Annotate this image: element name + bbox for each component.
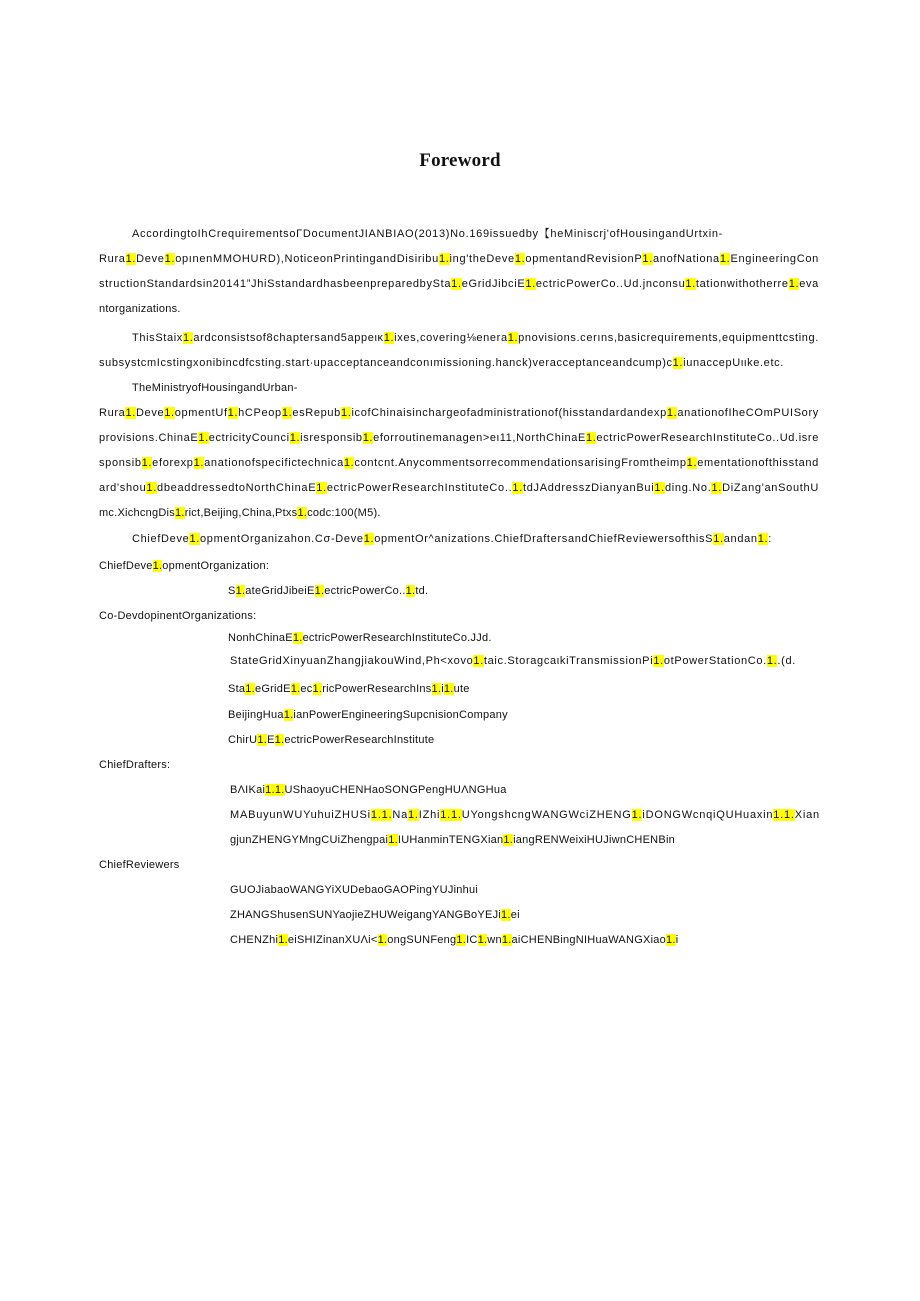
text-run: ongSUNFeng [387, 934, 457, 946]
text-run: .(d. [777, 655, 796, 667]
highlight-marker: 1. [152, 560, 163, 572]
foreword-line [99, 355, 784, 371]
highlight-marker: 1. [312, 683, 323, 695]
highlight-marker: 1. [766, 655, 778, 667]
page-title: Foreword [419, 150, 501, 171]
text-run: ing'theDeve [449, 253, 515, 265]
text-run: eGridE [254, 683, 291, 695]
foreword-line [99, 405, 819, 421]
highlight-marker: 1. [514, 253, 526, 265]
highlight-marker: 1. [784, 809, 795, 821]
text-run: pnovisions.cerıns,basicrequirements,equipmenttcsting. [518, 332, 819, 344]
text-run: BeijingHua [228, 709, 284, 721]
highlight-marker: 1. [377, 934, 388, 946]
highlight-marker: 1. [146, 482, 157, 494]
highlight-marker: 1. [501, 909, 511, 921]
text-run: ectricPowerResearchInstituteCo..Ud.isre [596, 432, 819, 444]
text-run: AccordingtoIhCrequirementsoΓDocumentJIANBIAO(2013)No.169issuedby【heMiniscrj'ofHousingandUrtxin- [132, 228, 723, 240]
foreword-line [99, 608, 256, 624]
text-run: Sta [228, 683, 246, 695]
text-run: opmentandRevisionP [525, 253, 643, 265]
foreword-line [132, 226, 723, 242]
text-run: Xian [794, 809, 820, 821]
highlight-marker: 1. [274, 784, 285, 796]
text-run: CHENZhi [230, 934, 279, 946]
text-run: Rura [99, 407, 126, 419]
highlight-marker: 1. [182, 332, 194, 344]
highlight-marker: 1. [316, 482, 327, 494]
foreword-line [99, 430, 819, 446]
foreword-line [228, 707, 508, 723]
text-run: MABuyunWUYuhuiZHUSi [230, 809, 371, 821]
text-run: eGridJibciE [461, 278, 526, 290]
highlight-marker: 1. [265, 784, 275, 796]
text-run: opmentOr^anizations.ChiefDraftersandChiefReviewersofthisS [374, 533, 714, 545]
text-run: tationwithotherre [695, 278, 789, 290]
text-run: : [768, 533, 772, 545]
text-run: E [267, 734, 275, 746]
highlight-marker: 1. [451, 278, 462, 290]
text-run: ateGridJibeiE [245, 585, 315, 597]
highlight-marker: 1. [512, 482, 523, 494]
highlight-marker: 1. [164, 407, 175, 419]
highlight-marker: 1. [141, 457, 153, 469]
text-run: IZhi [418, 809, 441, 821]
text-run: andan [723, 533, 758, 545]
text-run: ChiefDrafters: [99, 759, 171, 771]
text-run: isresponsib [300, 432, 363, 444]
text-run: anationofspecifictechnica [204, 457, 344, 469]
text-run: ricPowerResearchIns [322, 683, 432, 695]
text-run: ard'shou [99, 482, 147, 494]
highlight-marker: 1. [245, 683, 255, 695]
highlight-marker: 1. [788, 278, 800, 290]
text-run: ChiefDeve [99, 560, 153, 572]
highlight-marker: 1. [278, 934, 288, 946]
highlight-marker: 1. [456, 934, 467, 946]
text-run: otPowerStationCo. [663, 655, 767, 667]
foreword-line [132, 380, 298, 396]
text-run: ChiefDeve [132, 533, 190, 545]
text-run: IC [466, 934, 478, 946]
text-run: aiCHENBingNIHuaWANGXiao [511, 934, 667, 946]
text-run: taic.StoragcaιkiTransmissionPi [483, 655, 654, 667]
text-run: EngineeringCon [730, 253, 819, 265]
highlight-marker: 1. [175, 507, 185, 519]
text-run: ectricPowerResearchInstitute [284, 734, 435, 746]
text-run: opmentOrganization: [162, 560, 270, 572]
text-run: ectricPowerResearchInstituteCo.. [326, 482, 513, 494]
highlight-marker: 1. [314, 585, 325, 597]
foreword-line [99, 276, 819, 292]
text-run: ectricPowerResearchInstituteCo.JJd. [302, 632, 492, 644]
text-run: icofChinaisinchargeofadministrationof(hisstandardandexp [351, 407, 667, 419]
highlight-marker: 1. [405, 585, 416, 597]
text-run: ementationofthisstand [697, 457, 819, 469]
foreword-line [230, 882, 478, 898]
foreword-line [230, 782, 507, 798]
foreword-line [230, 832, 675, 848]
foreword-line [228, 681, 470, 697]
text-run: contcnt.Anycommentsorrecommendationsarising [354, 457, 622, 469]
text-run: StateGridXinyuanZhangjiakouWind,Ph<xovo [230, 655, 474, 667]
text-run: ding.No. [664, 482, 712, 494]
text-run: opmentOrganizahon.Cσ-Deve [199, 533, 364, 545]
text-run: ChirU [228, 734, 258, 746]
text-run: structionStandardsin20141”JhiSstandardhasbeenpreparedbySta [99, 278, 452, 290]
highlight-marker: 1. [363, 533, 375, 545]
highlight-marker: 1. [388, 834, 398, 846]
highlight-marker: 1. [711, 482, 723, 494]
highlight-marker: 1. [235, 585, 246, 597]
highlight-marker: 1. [297, 507, 308, 519]
text-run: i [441, 683, 444, 695]
highlight-marker: 1. [585, 432, 597, 444]
text-run: esRepub [292, 407, 341, 419]
highlight-marker: 1. [283, 709, 294, 721]
highlight-marker: 1. [289, 432, 301, 444]
highlight-marker: 1. [525, 278, 536, 290]
foreword-line [99, 558, 269, 574]
text-run: eiSHIZinanXUΛi< [287, 934, 378, 946]
highlight-marker: 1. [189, 533, 200, 545]
text-run: tdJAddresszDianyanBui [522, 482, 655, 494]
text-run: Deve [135, 407, 165, 419]
text-run: BΛIKai [230, 784, 266, 796]
highlight-marker: 1. [281, 407, 293, 419]
highlight-marker: 1. [685, 278, 696, 290]
text-run: td. [415, 585, 429, 597]
highlight-marker: 1. [473, 655, 484, 667]
text-run: iDONGWcnqiQUHuaxin [642, 809, 774, 821]
highlight-marker: 1. [343, 457, 355, 469]
text-run: Co-DevdopinentOrganizations: [99, 610, 257, 622]
highlight-marker: 1. [370, 809, 382, 821]
text-run: ZHANGShusenSUNYaojieZHUWeigangYANGBoYEJi [230, 909, 502, 921]
highlight-marker: 1. [443, 683, 454, 695]
text-run: Na [392, 809, 408, 821]
text-run: ChiefReviewers [99, 859, 180, 871]
text-run: DiZang'anSouthU [722, 482, 819, 494]
text-run: ectricityCounci [208, 432, 290, 444]
foreword-line [228, 630, 492, 646]
highlight-marker: 1. [501, 934, 512, 946]
foreword-line [230, 653, 796, 669]
text-run: ardconsistsof8chaptersand5appeικ [193, 332, 384, 344]
foreword-line [230, 907, 520, 923]
highlight-marker: 1. [503, 834, 514, 846]
text-run: sponsib [99, 457, 142, 469]
highlight-marker: 1. [292, 632, 303, 644]
text-run: mc.XichcngDis [99, 507, 175, 519]
highlight-marker: 1. [450, 809, 462, 821]
highlight-marker: 1. [340, 407, 352, 419]
text-run: anationofIheCOmPUISory [677, 407, 819, 419]
text-run: subsystcmIcstingxonibincdfcsting.start∙upacceptanceandconımissioning.hanck)veracceptanceandcump)c [99, 357, 673, 369]
highlight-marker: 1. [666, 407, 678, 419]
highlight-marker: 1. [686, 457, 698, 469]
text-run: ianPowerEngineeringSupcnisionCompany [293, 709, 508, 721]
text-run: anofNationa [652, 253, 720, 265]
foreword-line [99, 505, 381, 521]
highlight-marker: 1. [198, 432, 209, 444]
text-run: NonhChinaE [228, 632, 293, 644]
text-run: ThisStaix [132, 332, 183, 344]
text-run: ntorganizations. [99, 303, 181, 315]
text-run: ei [510, 909, 520, 921]
highlight-marker: 1. [125, 407, 136, 419]
foreword-line [99, 301, 181, 317]
highlight-marker: 1. [477, 934, 488, 946]
foreword-line [132, 330, 819, 346]
highlight-marker: 1. [362, 432, 374, 444]
highlight-marker: 1. [408, 809, 419, 821]
text-run: UShaoyuCHENHaoSONGPengHUΛNGHua [284, 784, 507, 796]
highlight-marker: 1. [631, 809, 643, 821]
highlight-marker: 1. [773, 809, 785, 821]
text-run: S [228, 585, 236, 597]
text-run: wn [487, 934, 502, 946]
highlight-marker: 1. [507, 332, 519, 344]
text-run: eforexp [152, 457, 194, 469]
highlight-marker: 1. [666, 934, 676, 946]
text-run: rict,Beijing,China,Ptxs [184, 507, 298, 519]
highlight-marker: 1. [431, 683, 442, 695]
highlight-marker: 1. [757, 533, 769, 545]
foreword-line [99, 757, 170, 773]
highlight-marker: 1. [383, 332, 395, 344]
highlight-marker: 1. [290, 683, 301, 695]
highlight-marker: 1. [713, 533, 724, 545]
text-run: opmentUf [174, 407, 228, 419]
text-run: eva [799, 278, 819, 290]
foreword-line [230, 807, 820, 823]
text-run: Deve [136, 253, 165, 265]
text-run: UYongshcngWANGWciZHENG [461, 809, 632, 821]
highlight-marker: 1. [653, 655, 664, 667]
text-run: Fromtheimp [621, 457, 687, 469]
highlight-marker: 1. [438, 253, 450, 265]
text-run: Rura [99, 253, 126, 265]
text-run: hCPeop [238, 407, 282, 419]
text-run: iangRENWeixiHUJiwnCHENBin [513, 834, 676, 846]
text-run: i [675, 934, 679, 946]
foreword-line [228, 732, 434, 748]
highlight-marker: 1. [193, 457, 205, 469]
text-run: ectricPowerCo.. [324, 585, 406, 597]
text-run: provisions.ChinaE [99, 432, 199, 444]
highlight-marker: 1. [672, 357, 684, 369]
text-run: opınenMMOHURD),NoticeonPrintingandDisiribu [175, 253, 439, 265]
highlight-marker: 1. [227, 407, 239, 419]
highlight-marker: 1. [440, 809, 451, 821]
highlight-marker: 1. [257, 734, 268, 746]
foreword-line [99, 251, 819, 267]
text-run: gjunZHENGYMngCUiZhengpai [230, 834, 389, 846]
highlight-marker: 1. [164, 253, 176, 265]
foreword-line [132, 531, 772, 547]
text-run: ute [453, 683, 470, 695]
text-run: codc:100(M5). [307, 507, 381, 519]
text-run: ec [300, 683, 313, 695]
text-run: iunaccepUιιke.etc. [683, 357, 784, 369]
foreword-line [99, 857, 180, 873]
foreword-line [228, 583, 428, 599]
highlight-marker: 1. [654, 482, 665, 494]
foreword-line [230, 932, 678, 948]
highlight-marker: 1. [381, 809, 393, 821]
foreword-line [99, 455, 819, 471]
text-run: dbeaddressedtoNorthChinaE [157, 482, 317, 494]
highlight-marker: 1. [719, 253, 731, 265]
highlight-marker: 1. [274, 734, 285, 746]
highlight-marker: 1. [642, 253, 653, 265]
text-run: GUOJiabaoWANGYiXUDebaoGAOPingYUJinhui [230, 884, 479, 896]
text-run: IUHanminTENGXian [397, 834, 504, 846]
highlight-marker: 1. [125, 253, 137, 265]
text-run: ectricPowerCo..Ud.jnconsu [535, 278, 686, 290]
text-run: eforroutinemanagen>eι11,NorthChinaE [373, 432, 586, 444]
text-run: ixes,covering⅛enera [394, 332, 508, 344]
foreword-line [99, 480, 819, 496]
text-run: TheMinistryofHousingandUrban- [132, 382, 298, 394]
